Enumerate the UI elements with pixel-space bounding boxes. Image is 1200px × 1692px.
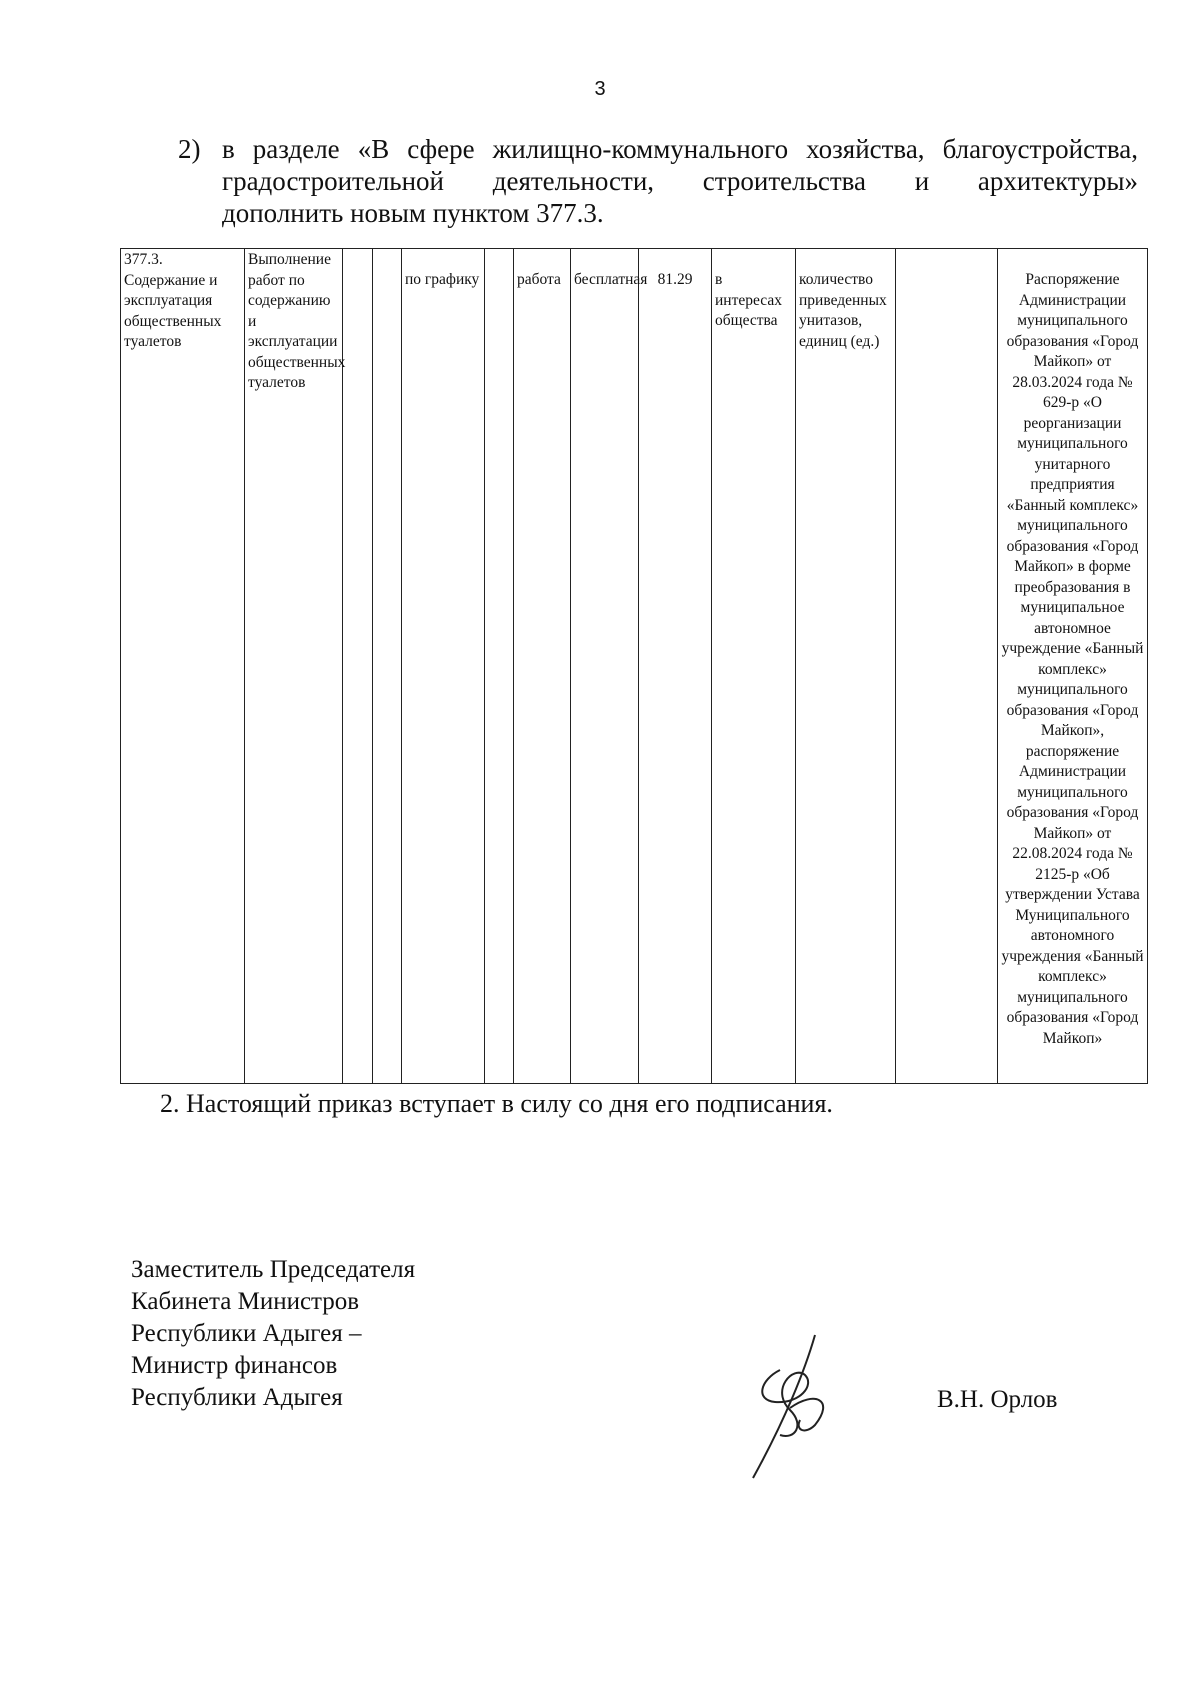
empty-cell-6	[485, 249, 514, 1084]
payment-cell: бесплатная	[571, 249, 639, 1084]
item-number: 2)	[178, 134, 201, 164]
service-name: Содержание и эксплуатация общественных туалетов	[124, 271, 222, 350]
empty-cell-3	[343, 249, 373, 1084]
position-line: Республики Адыгея –	[131, 1320, 362, 1347]
position-line: Министр финансов	[131, 1352, 338, 1379]
enter-into-force-clause: 2. Настоящий приказ вступает в силу со дня его подписания.	[160, 1089, 833, 1118]
item-text-line1: в разделе «В сфере жилищно-коммунального хозяйства, благоустройства,	[222, 134, 1138, 164]
empty-cell-4	[373, 249, 402, 1084]
position-line: Кабинета Министров	[131, 1288, 360, 1315]
empty-cell-12	[896, 249, 998, 1084]
signatory-position	[131, 1254, 415, 1414]
table-row	[121, 249, 1148, 1084]
cell-number-name	[121, 249, 245, 1084]
inserted-table	[120, 248, 1148, 1084]
schedule-cell: по графику	[402, 249, 485, 1084]
row-number: 377.3.	[124, 251, 163, 268]
position-line: Республики Адыгея	[131, 1384, 343, 1411]
type-cell: работа	[514, 249, 571, 1084]
indicator-cell: количество приведенных унитазов, единиц (ед.)	[796, 249, 896, 1084]
handwritten-signature	[745, 1330, 855, 1480]
position-line: Заместитель Председателя	[131, 1256, 416, 1283]
page-number: 3	[594, 78, 606, 100]
signatory-name: В.Н. Орлов	[937, 1386, 1058, 1413]
basis-cell: Распоряжение Администрации муниципального образования «Город Майкоп» от 28.03.2024 года № 629-р «О реорганизации муниципального унитарного предприятия «Банный комплекс» муниципального образования «Город Майкоп» в форме преобразования в муниципальное автономное учреждение «Банный комплекс» муниципального образования «Город Майкоп», распоряжение Администрации муниципального образования «Город Майкоп» от 22.08.2024 года № 2125-р «Об утверждении Устава Муниципального автономного учреждения «Банный комплекс» муниципального образования «Город Майкоп»	[998, 249, 1148, 1084]
purpose-cell: в интересах общества	[712, 249, 796, 1084]
item-text-line3: дополнить новым пунктом 377.3.	[222, 198, 604, 228]
service-content: Выполнение работ по содержанию и эксплуатации общественных туалетов	[245, 249, 343, 1084]
code-cell: 81.29	[639, 249, 712, 1084]
item-text-line2: градостроительной деятельности, строительства и архитектуры»	[222, 166, 1138, 196]
